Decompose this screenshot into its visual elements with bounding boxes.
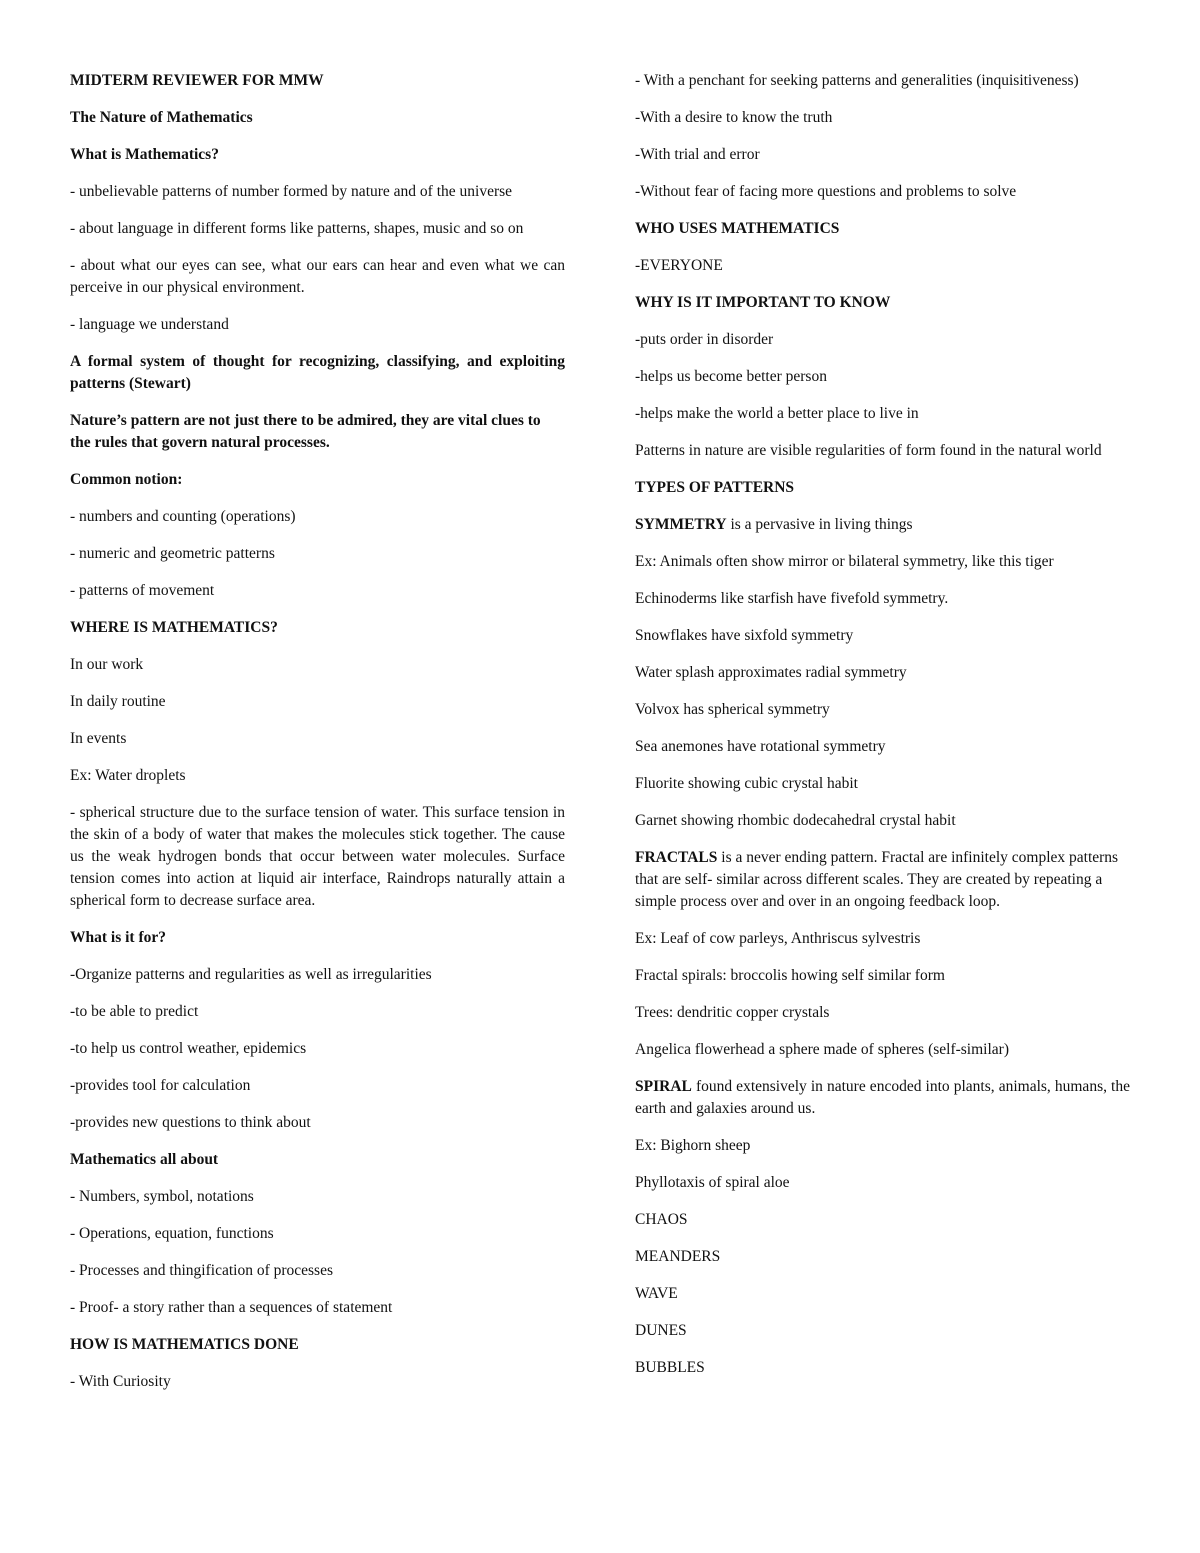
list-item: -With a desire to know the truth xyxy=(635,109,833,126)
fractals-text: is a never ending pattern. Fractal are infinitely complex patterns that are self- similar across different scales. They are created by repeating a simple process over and over in an ongoing feedback loop. xyxy=(635,849,1119,910)
list-item: Phyllotaxis of spiral aloe xyxy=(635,1174,790,1191)
list-item: Sea anemones have rotational symmetry xyxy=(635,738,886,755)
list-item: -helps make the world a better place to live in xyxy=(635,405,919,422)
list-item: - Proof- a story rather than a sequences of statement xyxy=(70,1299,393,1316)
pattern-type-item: DUNES xyxy=(635,1322,687,1339)
heading-what-is-math: What is Mathematics? xyxy=(70,146,219,163)
list-item: Angelica flowerhead a sphere made of spheres (self-similar) xyxy=(635,1041,1009,1058)
list-item: Snowflakes have sixfold symmetry xyxy=(635,627,854,644)
list-item: - With a penchant for seeking patterns and generalities (inquisitiveness) xyxy=(635,72,1079,89)
list-item: - Operations, equation, functions xyxy=(70,1225,274,1242)
list-item: - unbelievable patterns of number formed by nature and of the universe xyxy=(70,183,513,200)
list-item: -provides tool for calculation xyxy=(70,1077,251,1094)
list-item: -Organize patterns and regularities as well as irregularities xyxy=(70,966,432,983)
list-item: - With Curiosity xyxy=(70,1373,171,1390)
heading-math-all-about: Mathematics all about xyxy=(70,1151,219,1168)
nature-quote: Nature’s pattern are not just there to be admired, they are vital clues to the rules that govern natural processes. xyxy=(70,412,541,451)
list-item: -to be able to predict xyxy=(70,1003,199,1020)
heading-what-is-it-for: What is it for? xyxy=(70,929,167,946)
heading-types-of-patterns: TYPES OF PATTERNS xyxy=(635,479,795,496)
list-item: - language we understand xyxy=(70,316,229,333)
spiral-text: found extensively in nature encoded into plants, animals, humans, the earth and galaxies around us. xyxy=(635,1078,1130,1117)
list-item: - about language in different forms like patterns, shapes, music and so on xyxy=(70,220,524,237)
list-item: Echinoderms like starfish have fivefold symmetry. xyxy=(635,590,949,607)
list-item: Garnet showing rhombic dodecahedral crystal habit xyxy=(635,812,956,829)
list-item: -With trial and error xyxy=(635,146,760,163)
list-item: -puts order in disorder xyxy=(635,331,774,348)
list-item: - numeric and geometric patterns xyxy=(70,545,275,562)
list-item: Ex: Bighorn sheep xyxy=(635,1137,751,1154)
list-item: - patterns of movement xyxy=(70,582,215,599)
list-item: Volvox has spherical symmetry xyxy=(635,701,830,718)
pattern-type-item: MEANDERS xyxy=(635,1248,721,1265)
list-item: Ex: Water droplets xyxy=(70,767,186,784)
list-item: In events xyxy=(70,730,127,747)
document-title: MIDTERM REVIEWER FOR MMW xyxy=(70,72,324,89)
spiral-paragraph xyxy=(635,1076,1130,1120)
list-item: -Without fear of facing more questions and problems to solve xyxy=(635,183,1017,200)
list-item: Fluorite showing cubic crystal habit xyxy=(635,775,858,792)
symmetry-text: is a pervasive in living things xyxy=(726,516,913,533)
pattern-type-item: CHAOS xyxy=(635,1211,688,1228)
patterns-in-nature-definition: Patterns in nature are visible regularities of form found in the natural world xyxy=(635,442,1102,459)
pattern-type-item: BUBBLES xyxy=(635,1359,705,1376)
list-item: Water splash approximates radial symmetry xyxy=(635,664,907,681)
list-item: Trees: dendritic copper crystals xyxy=(635,1004,830,1021)
list-item: - Processes and thingification of processes xyxy=(70,1262,334,1279)
list-item: - about what our eyes can see, what our ears can hear and even what we can perceive in our physical environment. xyxy=(70,257,565,296)
pattern-type-item: WAVE xyxy=(635,1285,678,1302)
heading-common-notion: Common notion: xyxy=(70,471,183,488)
fractals-term: FRACTALS xyxy=(635,849,718,866)
list-item: Ex: Leaf of cow parleys, Anthriscus sylvestris xyxy=(635,930,921,947)
list-item: Ex: Animals often show mirror or bilateral symmetry, like this tiger xyxy=(635,553,1054,570)
list-item: Fractal spirals: broccolis howing self similar form xyxy=(635,967,945,984)
symmetry-term: SYMMETRY xyxy=(635,516,727,533)
left-column xyxy=(70,70,565,1408)
heading-where: WHERE IS MATHEMATICS? xyxy=(70,619,278,636)
list-item: -helps us become better person xyxy=(635,368,827,385)
heading-why-important: WHY IS IT IMPORTANT TO KNOW xyxy=(635,294,891,311)
list-item: -provides new questions to think about xyxy=(70,1114,311,1131)
list-item: - Numbers, symbol, notations xyxy=(70,1188,254,1205)
heading-who-uses: WHO USES MATHEMATICS xyxy=(635,220,840,237)
list-item: - numbers and counting (operations) xyxy=(70,508,296,525)
list-item: -EVERYONE xyxy=(635,257,723,274)
spiral-term: SPIRAL xyxy=(635,1078,692,1095)
stewart-definition: A formal system of thought for recognizing, classifying, and exploiting patterns (Stewart) xyxy=(70,353,565,392)
heading-how-done: HOW IS MATHEMATICS DONE xyxy=(70,1336,299,1353)
list-item: In daily routine xyxy=(70,693,166,710)
symmetry-paragraph xyxy=(635,514,1130,536)
list-item: In our work xyxy=(70,656,144,673)
water-droplets-paragraph: - spherical structure due to the surface tension of water. This surface tension in the skin of a body of water that makes the molecules stick together. The cause us the weak hydrogen bonds that occur between water molecules. Surface tension comes into action at liquid air interface, Raindrops naturally attain a spherical form to decrease surface area. xyxy=(70,804,565,909)
section-title: The Nature of Mathematics xyxy=(70,109,253,126)
list-item: -to help us control weather, epidemics xyxy=(70,1040,307,1057)
right-column xyxy=(635,70,1130,1394)
fractals-paragraph xyxy=(635,847,1130,913)
